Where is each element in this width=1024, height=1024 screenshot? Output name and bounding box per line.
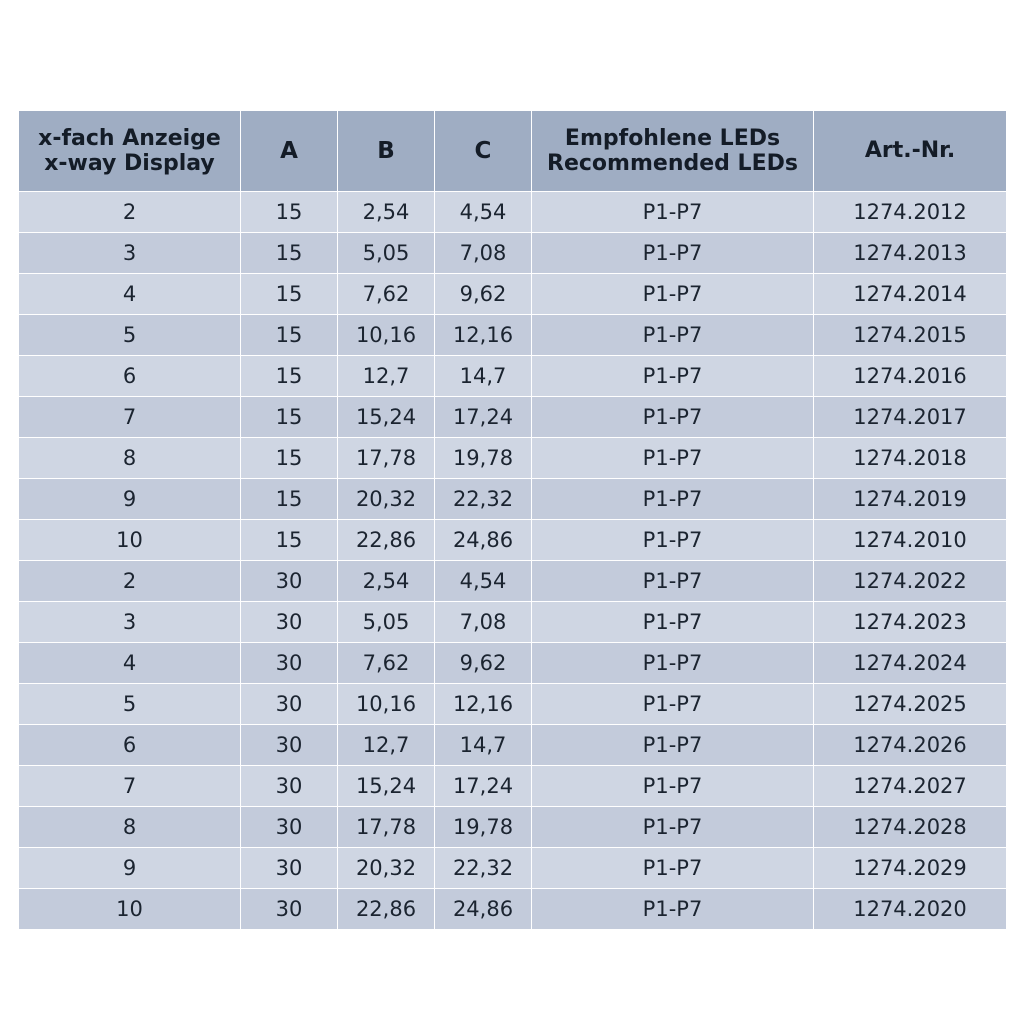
cell-article-number: 1274.2017 [814, 397, 1007, 438]
cell-ways: 2 [19, 192, 241, 233]
cell-c: 12,16 [435, 315, 532, 356]
cell-article-number: 1274.2014 [814, 274, 1007, 315]
cell-recommended-leds: P1-P7 [532, 889, 814, 930]
table-row [19, 233, 1007, 274]
column-header-leds-line2: Recommended LEDs [547, 151, 798, 176]
cell-recommended-leds: P1-P7 [532, 274, 814, 315]
cell-a: 30 [241, 725, 338, 766]
cell-article-number: 1274.2027 [814, 766, 1007, 807]
cell-recommended-leds: P1-P7 [532, 643, 814, 684]
table-row [19, 192, 1007, 233]
cell-b: 12,7 [338, 725, 435, 766]
cell-a: 15 [241, 233, 338, 274]
cell-recommended-leds: P1-P7 [532, 561, 814, 602]
cell-c: 14,7 [435, 725, 532, 766]
table-row [19, 889, 1007, 930]
cell-a: 15 [241, 520, 338, 561]
cell-a: 30 [241, 561, 338, 602]
cell-c: 4,54 [435, 561, 532, 602]
cell-a: 30 [241, 684, 338, 725]
cell-recommended-leds: P1-P7 [532, 520, 814, 561]
cell-ways: 5 [19, 684, 241, 725]
cell-c: 17,24 [435, 397, 532, 438]
cell-recommended-leds: P1-P7 [532, 192, 814, 233]
cell-ways: 2 [19, 561, 241, 602]
cell-recommended-leds: P1-P7 [532, 807, 814, 848]
cell-a: 15 [241, 438, 338, 479]
column-header-ways [19, 111, 241, 192]
table-row [19, 356, 1007, 397]
cell-b: 7,62 [338, 274, 435, 315]
cell-recommended-leds: P1-P7 [532, 766, 814, 807]
column-header-a: A [241, 111, 338, 192]
table-row [19, 807, 1007, 848]
table-row [19, 643, 1007, 684]
cell-article-number: 1274.2015 [814, 315, 1007, 356]
column-header-b: B [338, 111, 435, 192]
cell-a: 30 [241, 889, 338, 930]
cell-article-number: 1274.2019 [814, 479, 1007, 520]
cell-ways: 3 [19, 602, 241, 643]
table-header-row [19, 111, 1007, 192]
column-header-recommended-leds [532, 111, 814, 192]
table-row [19, 520, 1007, 561]
cell-ways: 8 [19, 807, 241, 848]
cell-ways: 9 [19, 479, 241, 520]
table-body [19, 192, 1007, 930]
cell-c: 9,62 [435, 274, 532, 315]
cell-article-number: 1274.2016 [814, 356, 1007, 397]
cell-article-number: 1274.2018 [814, 438, 1007, 479]
cell-recommended-leds: P1-P7 [532, 848, 814, 889]
cell-a: 15 [241, 356, 338, 397]
cell-article-number: 1274.2023 [814, 602, 1007, 643]
cell-ways: 5 [19, 315, 241, 356]
cell-recommended-leds: P1-P7 [532, 356, 814, 397]
cell-recommended-leds: P1-P7 [532, 602, 814, 643]
cell-ways: 7 [19, 766, 241, 807]
cell-a: 15 [241, 274, 338, 315]
cell-c: 12,16 [435, 684, 532, 725]
cell-b: 20,32 [338, 479, 435, 520]
cell-article-number: 1274.2013 [814, 233, 1007, 274]
cell-b: 22,86 [338, 520, 435, 561]
cell-ways: 3 [19, 233, 241, 274]
cell-c: 24,86 [435, 520, 532, 561]
table-row [19, 602, 1007, 643]
cell-article-number: 1274.2025 [814, 684, 1007, 725]
table-row [19, 315, 1007, 356]
cell-a: 15 [241, 397, 338, 438]
cell-recommended-leds: P1-P7 [532, 438, 814, 479]
cell-c: 22,32 [435, 848, 532, 889]
cell-article-number: 1274.2024 [814, 643, 1007, 684]
cell-ways: 4 [19, 274, 241, 315]
cell-c: 19,78 [435, 438, 532, 479]
cell-b: 17,78 [338, 438, 435, 479]
cell-b: 22,86 [338, 889, 435, 930]
cell-a: 15 [241, 315, 338, 356]
cell-article-number: 1274.2028 [814, 807, 1007, 848]
cell-c: 24,86 [435, 889, 532, 930]
cell-article-number: 1274.2022 [814, 561, 1007, 602]
cell-ways: 7 [19, 397, 241, 438]
cell-a: 30 [241, 848, 338, 889]
cell-ways: 10 [19, 889, 241, 930]
cell-ways: 10 [19, 520, 241, 561]
cell-recommended-leds: P1-P7 [532, 479, 814, 520]
cell-article-number: 1274.2012 [814, 192, 1007, 233]
cell-ways: 8 [19, 438, 241, 479]
cell-recommended-leds: P1-P7 [532, 397, 814, 438]
table-header [19, 111, 1007, 192]
table-row [19, 397, 1007, 438]
cell-recommended-leds: P1-P7 [532, 315, 814, 356]
cell-b: 5,05 [338, 233, 435, 274]
cell-b: 7,62 [338, 643, 435, 684]
cell-article-number: 1274.2010 [814, 520, 1007, 561]
table-row [19, 274, 1007, 315]
table-row [19, 561, 1007, 602]
table-row [19, 438, 1007, 479]
table-row [19, 766, 1007, 807]
cell-b: 15,24 [338, 397, 435, 438]
cell-ways: 6 [19, 725, 241, 766]
cell-recommended-leds: P1-P7 [532, 684, 814, 725]
column-header-leds-line1: Empfohlene LEDs [564, 125, 781, 151]
column-header-ways-line1: x-fach Anzeige [38, 125, 221, 151]
cell-b: 20,32 [338, 848, 435, 889]
cell-recommended-leds: P1-P7 [532, 233, 814, 274]
cell-a: 30 [241, 766, 338, 807]
cell-c: 4,54 [435, 192, 532, 233]
column-header-article-number: Art.-Nr. [814, 111, 1007, 192]
cell-b: 5,05 [338, 602, 435, 643]
cell-b: 2,54 [338, 561, 435, 602]
cell-c: 19,78 [435, 807, 532, 848]
cell-article-number: 1274.2026 [814, 725, 1007, 766]
cell-article-number: 1274.2020 [814, 889, 1007, 930]
cell-ways: 9 [19, 848, 241, 889]
cell-b: 10,16 [338, 315, 435, 356]
cell-c: 14,7 [435, 356, 532, 397]
cell-c: 22,32 [435, 479, 532, 520]
cell-recommended-leds: P1-P7 [532, 725, 814, 766]
cell-b: 17,78 [338, 807, 435, 848]
cell-b: 10,16 [338, 684, 435, 725]
cell-c: 17,24 [435, 766, 532, 807]
specification-table [18, 110, 1007, 930]
table-row [19, 684, 1007, 725]
cell-a: 30 [241, 807, 338, 848]
cell-c: 7,08 [435, 602, 532, 643]
cell-ways: 4 [19, 643, 241, 684]
cell-b: 15,24 [338, 766, 435, 807]
cell-article-number: 1274.2029 [814, 848, 1007, 889]
cell-b: 2,54 [338, 192, 435, 233]
column-header-ways-line2: x-way Display [44, 151, 215, 176]
cell-a: 15 [241, 192, 338, 233]
table-row [19, 848, 1007, 889]
cell-ways: 6 [19, 356, 241, 397]
cell-a: 30 [241, 643, 338, 684]
table-row [19, 479, 1007, 520]
cell-c: 7,08 [435, 233, 532, 274]
cell-a: 15 [241, 479, 338, 520]
cell-c: 9,62 [435, 643, 532, 684]
column-header-c: C [435, 111, 532, 192]
table-row [19, 725, 1007, 766]
cell-b: 12,7 [338, 356, 435, 397]
cell-a: 30 [241, 602, 338, 643]
